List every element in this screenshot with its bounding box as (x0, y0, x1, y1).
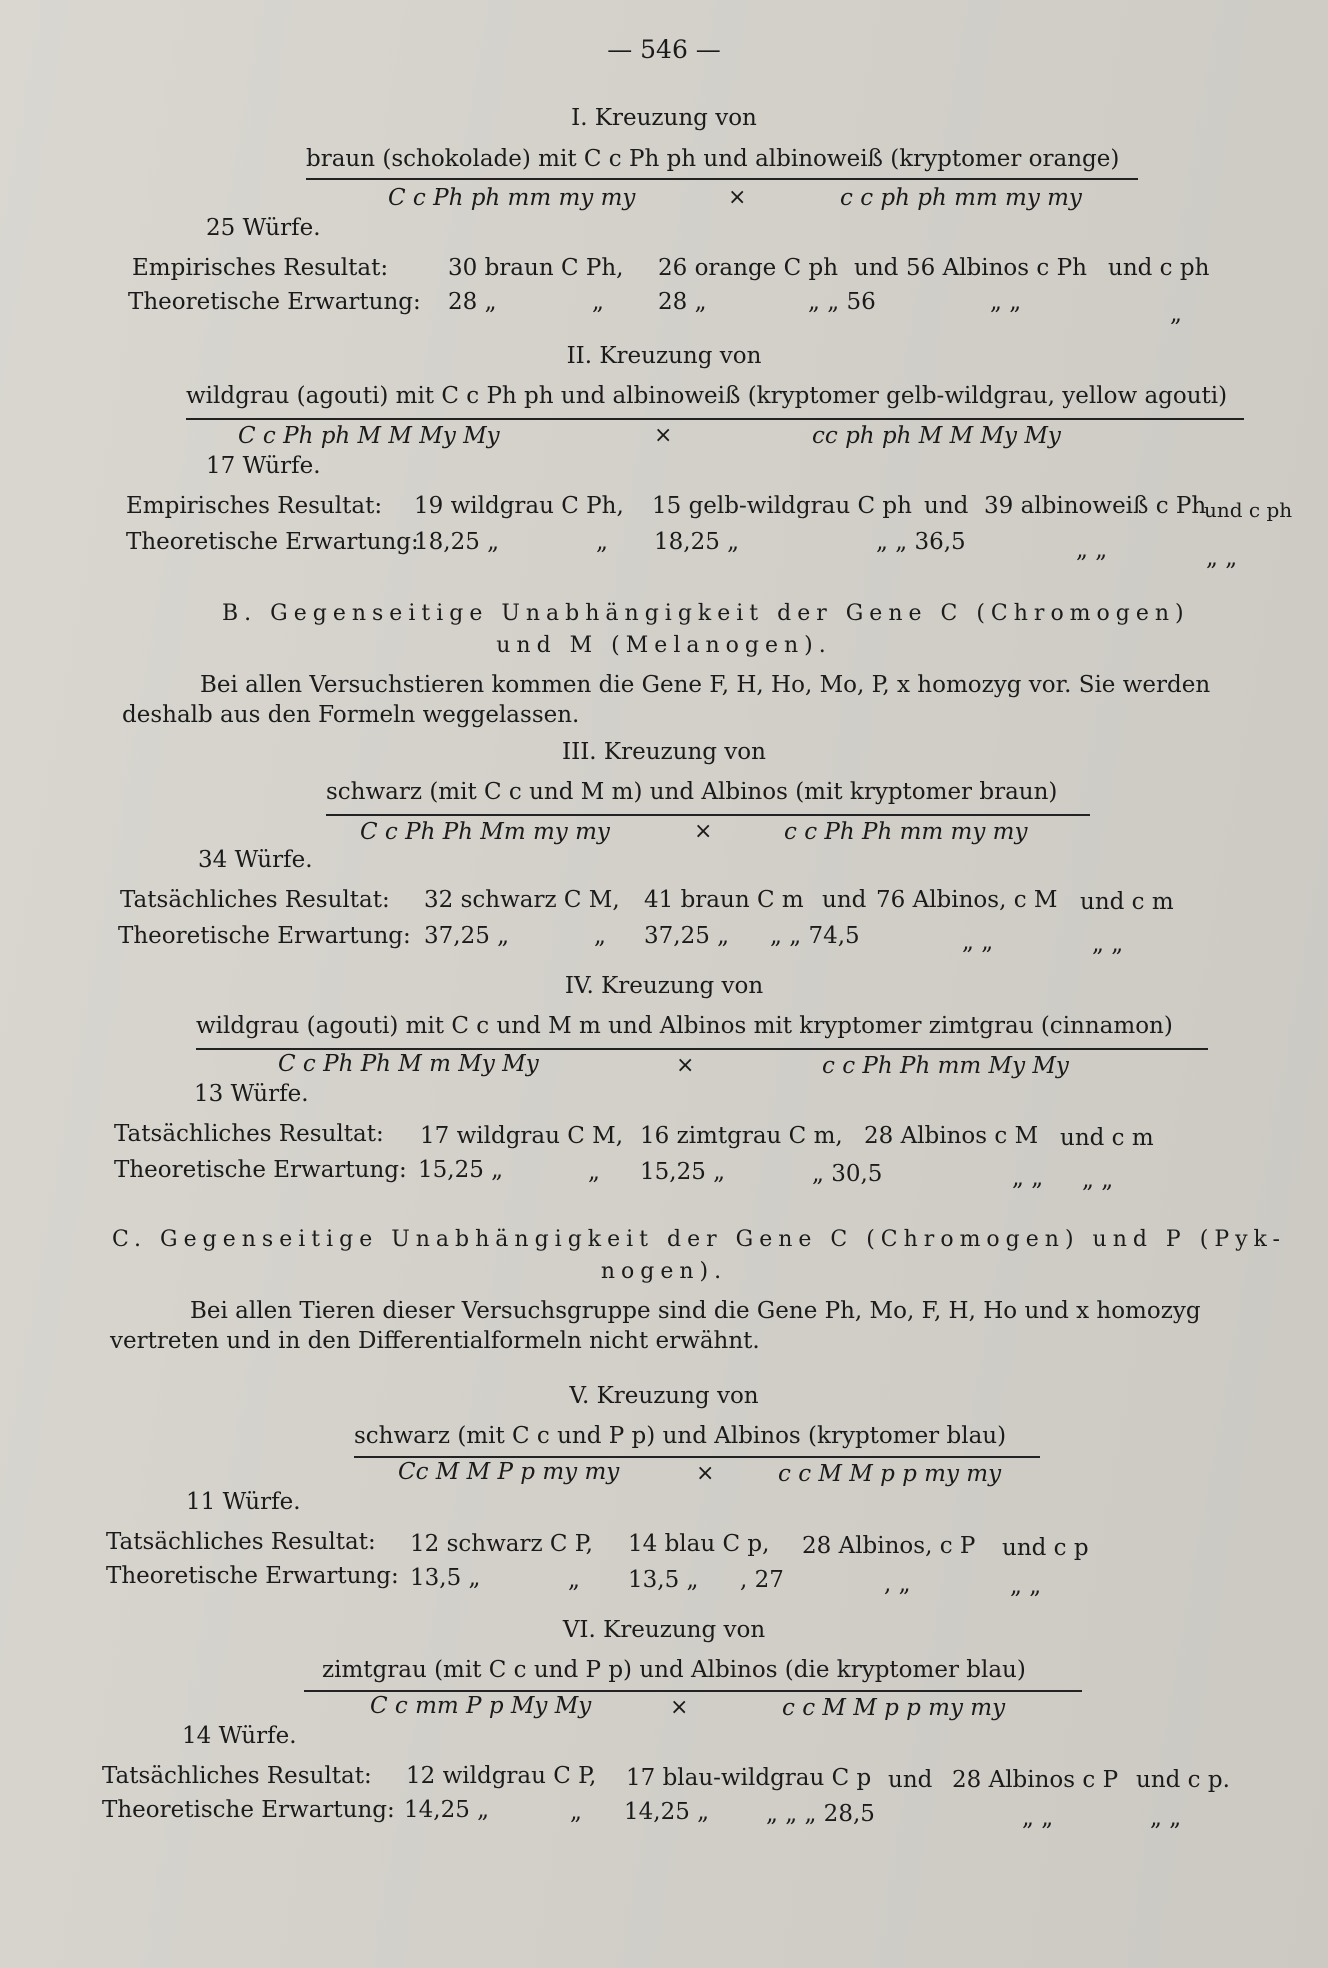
litter-count: 14 Würfe. (182, 1723, 297, 1749)
litter-count: 11 Würfe. (186, 1489, 301, 1515)
cross-symbol: × (728, 185, 747, 210)
expectation-value: „ „ (990, 289, 1022, 315)
cross-symbol: × (676, 1053, 695, 1078)
expectation-value: 14,25 „ (624, 1799, 710, 1825)
expectation-label: Theoretische Erwartung: (114, 1157, 407, 1183)
expectation-value: 15,25 „ (640, 1159, 726, 1185)
result-value: 15 gelb-wildgrau C ph (652, 493, 912, 519)
fraction-rule (306, 178, 1138, 180)
formula-right: c c M M p p my my (782, 1695, 1006, 1721)
section-paragraph: Bei allen Versuchstieren kommen die Gene F, H, Ho, Mo, P, x homozyg vor. Sie werden deshalb aus den Formeln weggelassen. (122, 672, 1211, 728)
result-value: und c ph (1204, 498, 1293, 522)
cross-title: VI. Kreuzung von (562, 1617, 766, 1643)
cross-symbol: × (694, 819, 713, 844)
expectation-value: „ „ (1022, 1805, 1054, 1831)
formula-left: C c Ph ph M M My My (238, 423, 500, 449)
expectation-value: „ „ „ 28,5 (766, 1801, 875, 1827)
expectation-value: „ „ 56 (808, 289, 876, 315)
litter-count: 25 Würfe. (206, 215, 321, 241)
expectation-value: „ „ (1150, 1805, 1182, 1831)
page-number: — 546 — (607, 35, 721, 64)
formula-left: C c Ph Ph M m My My (278, 1051, 539, 1077)
expectation-value: „ „ (1206, 545, 1238, 571)
expectation-value: „ (592, 289, 604, 315)
result-value: und (822, 887, 867, 913)
result-value: 19 wildgrau C Ph, (414, 493, 624, 519)
result-value: 16 zimtgrau C m, (640, 1123, 843, 1149)
result-value: 17 wildgrau C M, (420, 1123, 624, 1149)
result-value: 41 braun C m (644, 887, 804, 913)
cross-title: V. Kreuzung von (569, 1383, 759, 1409)
cross-symbol: × (670, 1695, 689, 1720)
result-label: Tatsächliches Resultat: (106, 1529, 376, 1555)
expectation-value: , „ (884, 1571, 911, 1597)
expectation-value: „ „ 36,5 (876, 529, 966, 555)
cross-title: III. Kreuzung von (562, 739, 766, 765)
expectation-value: 18,25 „ (414, 529, 500, 555)
expectation-value: „ (568, 1567, 580, 1593)
expectation-value: 13,5 „ (628, 1567, 699, 1593)
result-value: 76 Albinos, c M (876, 887, 1058, 913)
result-label: Empirisches Resultat: (126, 493, 383, 519)
result-value: und c ph (1108, 255, 1210, 281)
expectation-value: „ „ (962, 929, 994, 955)
result-label: Tatsächliches Resultat: (120, 887, 390, 913)
expectation-value: 18,25 „ (654, 529, 740, 555)
formula-left: C c mm P p My My (370, 1693, 592, 1719)
cross-symbol: × (654, 423, 673, 448)
result-value: und c m (1060, 1125, 1154, 1151)
cross-subtitle: braun (schokolade) mit C c Ph ph und albinoweiß (kryptomer orange) (306, 146, 1120, 172)
result-value: und c m (1080, 889, 1174, 915)
formula-right: c c Ph Ph mm My My (822, 1053, 1069, 1079)
expectation-value: 28 „ (658, 289, 707, 315)
section-heading: C. Gegenseitige Unabhängigkeit der Gene C (Chromogen) und P (Pyk- (112, 1227, 1286, 1252)
litter-count: 34 Würfe. (198, 847, 313, 873)
result-value: 28 Albinos, c P (802, 1533, 976, 1559)
result-value: 12 schwarz C P, (410, 1531, 593, 1557)
expectation-value: , 27 (740, 1567, 784, 1593)
section-heading: und M (Melanogen). (496, 633, 832, 658)
cross-title: IV. Kreuzung von (564, 973, 764, 999)
expectation-value: 37,25 „ (424, 923, 510, 949)
formula-right: c c M M p p my my (778, 1461, 1002, 1487)
result-value: 30 braun C Ph, (448, 255, 624, 281)
result-value: 12 wildgrau C P, (406, 1763, 597, 1789)
result-value: 14 blau C p, (628, 1531, 770, 1557)
formula-left: C c Ph ph mm my my (388, 185, 636, 211)
expectation-value: „ „ (1082, 1167, 1114, 1193)
expectation-label: Theoretische Erwartung: (118, 923, 411, 949)
result-value: und c p (1002, 1535, 1089, 1561)
expectation-value: „ (1170, 301, 1182, 327)
expectation-value: 37,25 „ (644, 923, 730, 949)
section-paragraph: Bei allen Tieren dieser Versuchsgruppe sind die Gene Ph, Mo, F, H, Ho und x homozyg vertreten und in den Differentialformeln nicht erwähnt. (110, 1298, 1201, 1354)
cross-subtitle: zimtgrau (mit C c und P p) und Albinos (die kryptomer blau) (322, 1657, 1026, 1683)
cross-subtitle: wildgrau (agouti) mit C c und M m und Albinos mit kryptomer zimtgrau (cinnamon) (196, 1013, 1173, 1039)
result-label: Empirisches Resultat: (132, 255, 389, 281)
expectation-value: 15,25 „ (418, 1157, 504, 1183)
formula-right: c c Ph Ph mm my my (784, 819, 1028, 845)
expectation-label: Theoretische Erwartung: (126, 529, 419, 555)
expectation-label: Theoretische Erwartung: (128, 289, 421, 315)
section-heading: B. Gegenseitige Unabhängigkeit der Gene C (Chromogen) (222, 601, 1190, 626)
result-value: und c p. (1136, 1767, 1230, 1793)
expectation-value: „ (570, 1799, 582, 1825)
expectation-value: „ „ (1010, 1573, 1042, 1599)
expectation-label: Theoretische Erwartung: (106, 1563, 399, 1589)
result-label: Tatsächliches Resultat: (102, 1763, 372, 1789)
cross-title: I. Kreuzung von (571, 105, 757, 131)
litter-count: 17 Würfe. (206, 453, 321, 479)
expectation-value: „ „ 74,5 (770, 923, 860, 949)
cross-subtitle: schwarz (mit C c und P p) und Albinos (kryptomer blau) (354, 1423, 1007, 1449)
result-value: 28 Albinos c P (952, 1767, 1119, 1793)
litter-count: 13 Würfe. (194, 1081, 309, 1107)
fraction-rule (186, 418, 1244, 420)
formula-right: c c ph ph mm my my (840, 185, 1082, 211)
expectation-value: „ „ (1012, 1165, 1044, 1191)
section-heading: nogen). (600, 1259, 728, 1284)
formula-left: C c Ph Ph Mm my my (360, 819, 610, 845)
expectation-value: „ (596, 529, 608, 555)
result-value: 56 Albinos c Ph (906, 255, 1087, 281)
expectation-value: „ (594, 923, 606, 949)
result-value: und (924, 493, 969, 519)
formula-left: Cc M M P p my my (398, 1459, 620, 1485)
result-label: Tatsächliches Resultat: (114, 1121, 384, 1147)
fraction-rule (326, 814, 1090, 816)
expectation-value: „ 30,5 (812, 1161, 883, 1187)
expectation-value: 28 „ (448, 289, 497, 315)
expectation-value: 14,25 „ (404, 1797, 490, 1823)
expectation-value: 13,5 „ (410, 1565, 481, 1591)
expectation-value: „ (588, 1159, 600, 1185)
result-value: 39 albinoweiß c Ph (984, 493, 1207, 519)
cross-subtitle: schwarz (mit C c und M m) und Albinos (mit kryptomer braun) (326, 779, 1058, 805)
cross-symbol: × (696, 1461, 715, 1486)
cross-title: II. Kreuzung von (566, 343, 762, 369)
formula-right: cc ph ph M M My My (812, 423, 1061, 449)
expectation-value: „ „ (1092, 931, 1124, 957)
cross-subtitle: wildgrau (agouti) mit C c Ph ph und albinoweiß (kryptomer gelb-wildgrau, yellow agouti) (186, 383, 1228, 409)
result-value: 26 orange C ph (658, 255, 839, 281)
result-value: 17 blau-wildgrau C p (626, 1765, 872, 1791)
result-value: 28 Albinos c M (864, 1123, 1039, 1149)
expectation-label: Theoretische Erwartung: (102, 1797, 395, 1823)
result-value: 32 schwarz C M, (424, 887, 620, 913)
result-value: und (888, 1767, 933, 1793)
expectation-value: „ „ (1076, 537, 1108, 563)
result-value: und (854, 255, 899, 281)
